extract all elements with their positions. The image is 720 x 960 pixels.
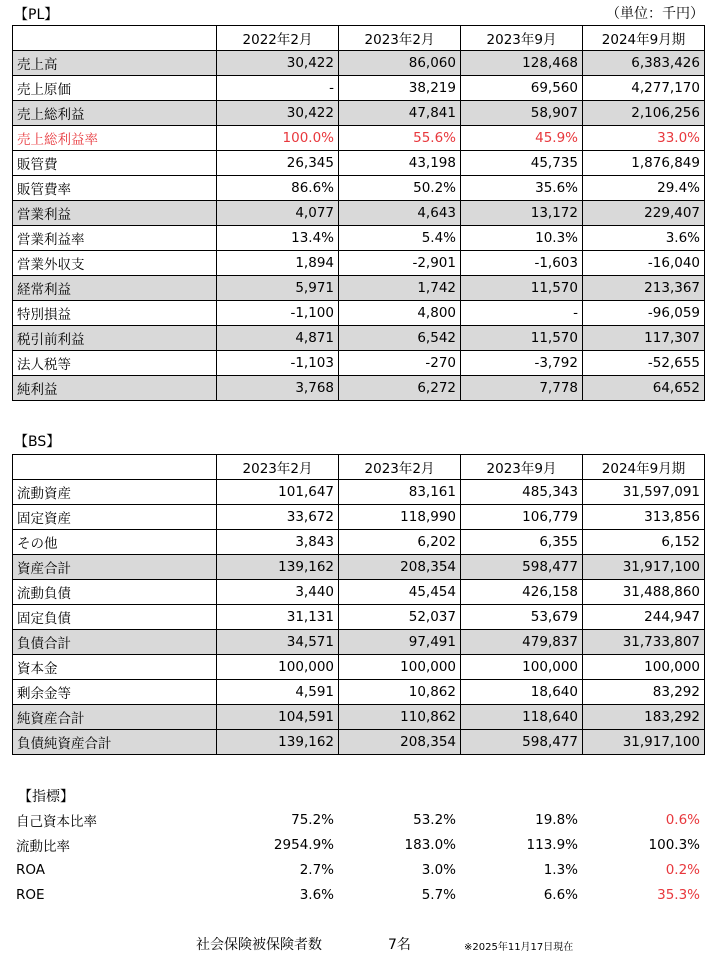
value-cell: 18,640 <box>461 680 583 705</box>
column-header: 2022年2月 <box>217 26 339 51</box>
value-cell: 30,422 <box>217 51 339 76</box>
indicator-value: 19.8% <box>535 811 578 828</box>
value-cell: 43,198 <box>339 151 461 176</box>
value-cell: 4,591 <box>217 680 339 705</box>
column-header: 2023年2月 <box>217 455 339 480</box>
value-cell: 100,000 <box>339 655 461 680</box>
value-cell: 11,570 <box>461 326 583 351</box>
indicator-value: 113.9% <box>526 836 578 853</box>
value-cell: 31,917,100 <box>583 555 705 580</box>
value-cell: -2,901 <box>339 251 461 276</box>
value-cell: -1,603 <box>461 251 583 276</box>
value-cell: 598,477 <box>461 555 583 580</box>
value-cell: 4,277,170 <box>583 76 705 101</box>
row-label: 売上総利益率 <box>13 126 217 151</box>
table-row <box>13 76 705 101</box>
indicator-label: ROA <box>16 861 46 878</box>
row-label: その他 <box>13 530 217 555</box>
value-cell: 52,037 <box>339 605 461 630</box>
row-label: 純資産合計 <box>13 705 217 730</box>
table-row <box>13 201 705 226</box>
value-cell: 53,679 <box>461 605 583 630</box>
value-cell: 31,917,100 <box>583 730 705 755</box>
row-label: 剰余金等 <box>13 680 217 705</box>
value-cell: -1,100 <box>217 301 339 326</box>
value-cell: 229,407 <box>583 201 705 226</box>
row-label: 税引前利益 <box>13 326 217 351</box>
value-cell: 3,440 <box>217 580 339 605</box>
bs-table <box>12 454 705 755</box>
table-row <box>13 680 705 705</box>
row-label: 売上高 <box>13 51 217 76</box>
value-cell: 30,422 <box>217 101 339 126</box>
insured-count-value: 7名 <box>388 937 411 953</box>
value-cell: 139,162 <box>217 555 339 580</box>
value-cell: 13,172 <box>461 201 583 226</box>
row-label: 売上総利益 <box>13 101 217 126</box>
value-cell: 31,733,807 <box>583 630 705 655</box>
row-label: 経常利益 <box>13 276 217 301</box>
row-label: 資本金 <box>13 655 217 680</box>
table-row <box>13 580 705 605</box>
bs-header-row <box>13 455 705 480</box>
row-label: 営業外収支 <box>13 251 217 276</box>
value-cell: 4,643 <box>339 201 461 226</box>
indicator-label: ROE <box>16 886 45 903</box>
value-cell: 31,131 <box>217 605 339 630</box>
value-cell: -270 <box>339 351 461 376</box>
value-cell: 100,000 <box>583 655 705 680</box>
table-row <box>13 101 705 126</box>
value-cell: 1,742 <box>339 276 461 301</box>
value-cell: - <box>461 301 583 326</box>
table-row <box>13 505 705 530</box>
value-cell: 6,542 <box>339 326 461 351</box>
table-row <box>13 351 705 376</box>
value-cell: 598,477 <box>461 730 583 755</box>
value-cell: 2,106,256 <box>583 101 705 126</box>
indicator-value: 53.2% <box>413 811 456 828</box>
value-cell: 485,343 <box>461 480 583 505</box>
value-cell: 118,990 <box>339 505 461 530</box>
table-row <box>13 126 705 151</box>
value-cell: 100,000 <box>461 655 583 680</box>
indicator-value: 6.6% <box>543 886 578 903</box>
value-cell: 13.4% <box>217 226 339 251</box>
row-label: 固定資産 <box>13 505 217 530</box>
value-cell: 213,367 <box>583 276 705 301</box>
value-cell: 244,947 <box>583 605 705 630</box>
value-cell: 11,570 <box>461 276 583 301</box>
value-cell: 50.2% <box>339 176 461 201</box>
table-row <box>13 326 705 351</box>
value-cell: 45,454 <box>339 580 461 605</box>
table-row <box>13 555 705 580</box>
table-row <box>13 176 705 201</box>
row-label: 流動負債 <box>13 580 217 605</box>
value-cell: 100.0% <box>217 126 339 151</box>
value-cell: 26,345 <box>217 151 339 176</box>
header-corner-cell <box>13 455 217 480</box>
column-header: 2023年9月 <box>461 26 583 51</box>
row-label: 営業利益率 <box>13 226 217 251</box>
indicator-label: 自己資本比率 <box>16 813 97 830</box>
indicator-row <box>12 807 704 832</box>
value-cell: 426,158 <box>461 580 583 605</box>
value-cell: 104,591 <box>217 705 339 730</box>
value-cell: 128,468 <box>461 51 583 76</box>
row-label: 純利益 <box>13 376 217 401</box>
row-label: 特別損益 <box>13 301 217 326</box>
value-cell: 55.6% <box>339 126 461 151</box>
indicator-label: 流動比率 <box>16 838 70 855</box>
value-cell: 4,800 <box>339 301 461 326</box>
value-cell: 47,841 <box>339 101 461 126</box>
value-cell: 58,907 <box>461 101 583 126</box>
value-cell: 97,491 <box>339 630 461 655</box>
value-cell: 118,640 <box>461 705 583 730</box>
row-label: 販管費 <box>13 151 217 176</box>
row-label: 固定負債 <box>13 605 217 630</box>
indicator-row <box>12 857 704 882</box>
value-cell: 100,000 <box>217 655 339 680</box>
value-cell: 7,778 <box>461 376 583 401</box>
value-cell: 4,871 <box>217 326 339 351</box>
value-cell: 313,856 <box>583 505 705 530</box>
row-label: 負債純資産合計 <box>13 730 217 755</box>
as-of-note: ※2025年11月17日現在 <box>464 942 574 953</box>
indicator-value: 2.7% <box>299 861 334 878</box>
value-cell: 139,162 <box>217 730 339 755</box>
value-cell: 69,560 <box>461 76 583 101</box>
indicators-table <box>12 807 704 907</box>
indicator-value: 3.6% <box>299 886 334 903</box>
value-cell: -16,040 <box>583 251 705 276</box>
value-cell: 479,837 <box>461 630 583 655</box>
column-header: 2024年9月期 <box>583 26 705 51</box>
value-cell: -1,103 <box>217 351 339 376</box>
table-row <box>13 276 705 301</box>
table-row <box>13 730 705 755</box>
row-label: 負債合計 <box>13 630 217 655</box>
indicator-value: 100.3% <box>648 836 700 853</box>
table-row <box>13 226 705 251</box>
value-cell: 35.6% <box>461 176 583 201</box>
value-cell: 5,971 <box>217 276 339 301</box>
value-cell: 4,077 <box>217 201 339 226</box>
value-cell: 45.9% <box>461 126 583 151</box>
column-header: 2023年2月 <box>339 455 461 480</box>
value-cell: 3.6% <box>583 226 705 251</box>
value-cell: 208,354 <box>339 730 461 755</box>
value-cell: 6,272 <box>339 376 461 401</box>
value-cell: 1,876,849 <box>583 151 705 176</box>
indicator-value: 3.0% <box>421 861 456 878</box>
row-label: 資産合計 <box>13 555 217 580</box>
value-cell: 3,768 <box>217 376 339 401</box>
column-header: 2023年2月 <box>339 26 461 51</box>
value-cell: 10.3% <box>461 226 583 251</box>
value-cell: 31,597,091 <box>583 480 705 505</box>
indicator-value: 183.0% <box>404 836 456 853</box>
table-row <box>13 151 705 176</box>
value-cell: -52,655 <box>583 351 705 376</box>
value-cell: 10,862 <box>339 680 461 705</box>
value-cell: 110,862 <box>339 705 461 730</box>
unit-label: （単位：千円） <box>606 6 704 22</box>
column-header: 2023年9月 <box>461 455 583 480</box>
value-cell: 6,152 <box>583 530 705 555</box>
value-cell: 106,779 <box>461 505 583 530</box>
value-cell: 38,219 <box>339 76 461 101</box>
value-cell: 6,383,426 <box>583 51 705 76</box>
table-row <box>13 530 705 555</box>
value-cell: -96,059 <box>583 301 705 326</box>
indicator-value: 1.3% <box>543 861 578 878</box>
value-cell: 1,894 <box>217 251 339 276</box>
value-cell: 83,161 <box>339 480 461 505</box>
pl-table <box>12 25 705 401</box>
table-row <box>13 605 705 630</box>
value-cell: 86,060 <box>339 51 461 76</box>
table-row <box>13 51 705 76</box>
indicator-value: 5.7% <box>421 886 456 903</box>
insured-count-label: 社会保険被保険者数 <box>196 937 322 953</box>
value-cell: 34,571 <box>217 630 339 655</box>
bs-section-title: 【BS】 <box>14 434 61 450</box>
value-cell: 6,355 <box>461 530 583 555</box>
table-row <box>13 376 705 401</box>
value-cell: 117,307 <box>583 326 705 351</box>
value-cell: 83,292 <box>583 680 705 705</box>
header-corner-cell <box>13 26 217 51</box>
pl-header-row <box>13 26 705 51</box>
indicator-value: 35.3% <box>657 886 700 903</box>
value-cell: 33,672 <box>217 505 339 530</box>
pl-section-title: 【PL】 <box>14 7 59 23</box>
row-label: 営業利益 <box>13 201 217 226</box>
table-row <box>13 301 705 326</box>
value-cell: 208,354 <box>339 555 461 580</box>
value-cell: 6,202 <box>339 530 461 555</box>
indicator-value: 0.6% <box>665 811 700 828</box>
row-label: 販管費率 <box>13 176 217 201</box>
value-cell: - <box>217 76 339 101</box>
indicator-value: 2954.9% <box>273 836 334 853</box>
indicator-row <box>12 832 704 857</box>
value-cell: -3,792 <box>461 351 583 376</box>
indicators-section-title: 【指標】 <box>18 789 74 805</box>
table-row <box>13 251 705 276</box>
indicator-value: 75.2% <box>291 811 334 828</box>
indicator-value: 0.2% <box>665 861 700 878</box>
table-row <box>13 655 705 680</box>
value-cell: 101,647 <box>217 480 339 505</box>
value-cell: 29.4% <box>583 176 705 201</box>
value-cell: 64,652 <box>583 376 705 401</box>
value-cell: 31,488,860 <box>583 580 705 605</box>
table-row <box>13 480 705 505</box>
value-cell: 45,735 <box>461 151 583 176</box>
value-cell: 183,292 <box>583 705 705 730</box>
row-label: 売上原価 <box>13 76 217 101</box>
value-cell: 3,843 <box>217 530 339 555</box>
value-cell: 33.0% <box>583 126 705 151</box>
column-header: 2024年9月期 <box>583 455 705 480</box>
value-cell: 86.6% <box>217 176 339 201</box>
indicator-row <box>12 882 704 907</box>
table-row <box>13 705 705 730</box>
value-cell: 5.4% <box>339 226 461 251</box>
row-label: 流動資産 <box>13 480 217 505</box>
row-label: 法人税等 <box>13 351 217 376</box>
table-row <box>13 630 705 655</box>
